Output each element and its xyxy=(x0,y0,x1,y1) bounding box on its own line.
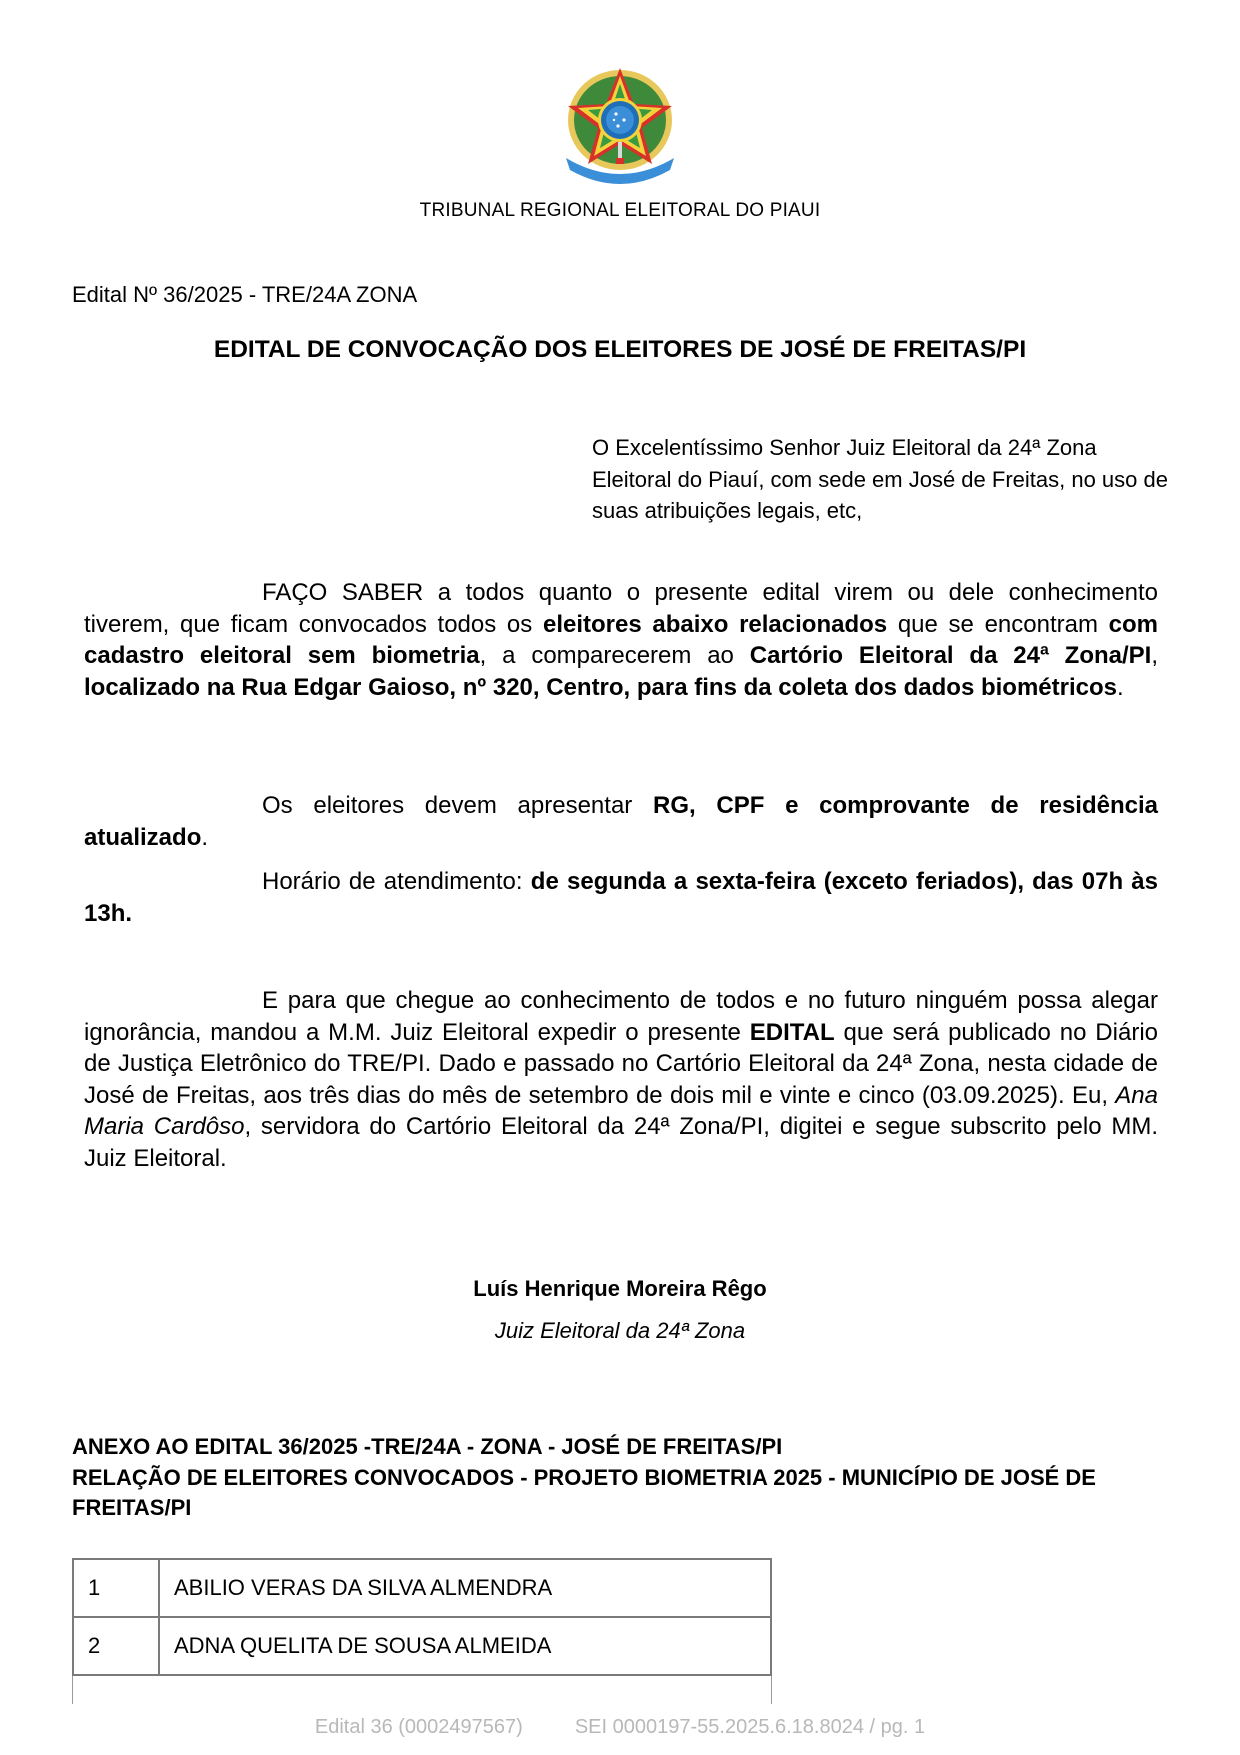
text-segment: eleitores abaixo relacionados xyxy=(542,610,888,638)
text-segment: RG, CPF e comprovante de residência atualizado xyxy=(84,792,1159,851)
text-segment: com cadastro eleitoral sem biometria xyxy=(84,610,1159,669)
footer-document-ref: Edital 36 (0002497567) xyxy=(314,1716,523,1738)
text-segment: localizado na Rua Edgar Gaioso, nº 320, Centro, para fins da coleta dos dados biométricos xyxy=(84,673,1118,701)
preamble-text: O Excelentíssimo Senhor Juiz Eleitoral da 24ª Zona Eleitoral do Piauí, com sede em José de Freitas, no uso de suas atribuições legais, etc, xyxy=(592,435,1168,523)
annex-title: ANEXO AO EDITAL 36/2025 -TRE/24A - ZONA - JOSÉ DE FREITAS/PI xyxy=(72,1434,783,1459)
text-segment: FAÇO SABER a todos quanto o presente edital virem ou dele conhecimento tiverem, que ficam convocados todos os xyxy=(84,579,1158,638)
document-title: EDITAL DE CONVOCAÇÃO DOS ELEITORES DE JOSÉ DE FREITAS/PI xyxy=(213,336,1027,363)
text-segment: que será publicado no Diário de Justiça Eletrônico do TRE/PI. Dado e passado no Cartório Eleitoral da 24ª Zona, nesta cidade de José de Freitas, aos três dias do mês de setembro de dois mil e vinte e cinco (03.09.2025). Eu, xyxy=(84,1018,1158,1109)
text-segment: . xyxy=(201,823,209,851)
text-segment: que se encontram xyxy=(887,610,1109,638)
document-number: Edital Nº 36/2025 - TRE/24A ZONA xyxy=(72,282,418,307)
table-row xyxy=(73,1617,771,1675)
voter-name: ADNA QUELITA DE SOUSA ALMEIDA xyxy=(159,1617,771,1675)
text-segment: , xyxy=(1151,642,1159,669)
footer-process-ref: SEI 0000197-55.2025.6.18.8024 / pg. 1 xyxy=(574,1716,926,1738)
text-segment: , a comparecerem ao xyxy=(479,642,750,669)
text-segment: , servidora do Cartório Eleitoral da 24ª Zona/PI, digitei e segue subscrito pelo MM. Juiz Eleitoral. xyxy=(84,1113,1158,1172)
text-segment: . xyxy=(1117,673,1124,701)
table-row xyxy=(73,1559,771,1617)
table-row-continuation xyxy=(72,1676,772,1704)
text-segment: de segunda a sexta-feira (exceto feriados), das 07h às 13h. xyxy=(84,868,1159,927)
brazil-coat-of-arms-icon xyxy=(556,60,684,188)
body-paragraph xyxy=(84,866,1158,929)
voters-table xyxy=(72,1558,772,1676)
voter-number: 2 xyxy=(73,1617,159,1675)
annex-subtitle: RELAÇÃO DE ELEITORES CONVOCADOS - PROJETO BIOMETRIA 2025 - MUNICÍPIO DE JOSÉ DE FREITAS/PI xyxy=(72,1464,1096,1520)
annex-header xyxy=(72,1432,1172,1524)
body-paragraph xyxy=(84,985,1158,1174)
body-paragraph xyxy=(84,790,1158,853)
text-segment: Ana Maria Cardôso xyxy=(84,1081,1158,1140)
body-paragraph xyxy=(84,577,1158,703)
organization-name: TRIBUNAL REGIONAL ELEITORAL DO PIAUI xyxy=(419,200,821,221)
text-segment: E para que chegue ao conhecimento de todos e no futuro ninguém possa alegar ignorância, mandou a M.M. Juiz Eleitoral expedir o presente xyxy=(84,987,1158,1046)
text-segment: Horário de atendimento: xyxy=(262,868,531,895)
text-segment: Cartório Eleitoral da 24ª Zona/PI xyxy=(749,642,1152,669)
page-footer xyxy=(0,1716,1240,1739)
signer-role: Juiz Eleitoral da 24ª Zona xyxy=(494,1318,746,1343)
text-segment: Os eleitores devem apresentar xyxy=(262,792,653,819)
voter-number: 1 xyxy=(73,1559,159,1617)
signer-name: Luís Henrique Moreira Rêgo xyxy=(473,1276,767,1301)
text-segment: EDITAL xyxy=(749,1018,835,1046)
voter-name: ABILIO VERAS DA SILVA ALMENDRA xyxy=(159,1559,771,1617)
